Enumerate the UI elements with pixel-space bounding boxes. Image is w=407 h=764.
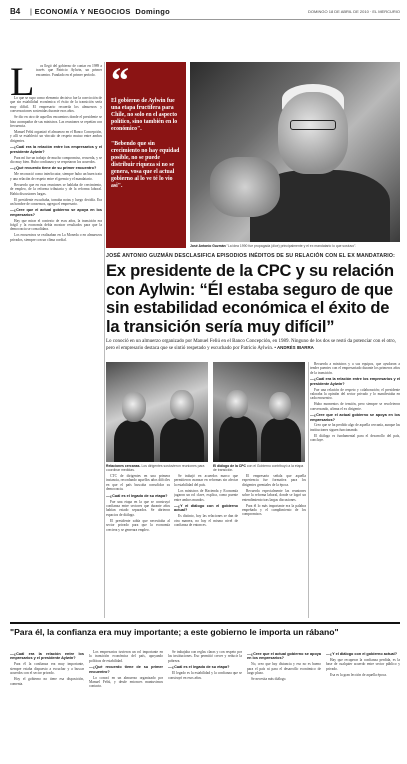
main-photo-caption: José Antonio Guzmán "La idea 1990 fue propagada (dice) principalmente y el ex mandatario lo que sostuvo".: [190, 244, 357, 248]
body-column-5: Recuerda a ministros y a sus equipos, que ayudaron a tender puentes con el empresariado durante los primeros años de la transición. —¿Cuál era la relación entre los empresarios y el presidente Aylwin? Fue una relación de respeto y colaboración; el presidente valoraba la opinión del sector privado y lo manifestaba en cada encuentro. Hubo momentos de tensión, pero siempre se resolvieron conversando, afirma el ex dirigente. —¿Cree que el actual gobierno se apoya en los empresarios? Creo que se ha perdido algo de aquella cercanía, aunque las instituciones siguen funcionando. El diálogo es fundamental para el desarrollo del país, concluye.: [310, 362, 400, 443]
headline: Ex presidente de la CPC y su relación con Aylwin: “Él estaba seguro de que sin estabilidad económica el éxito de la transición sería muy difícil”: [106, 262, 394, 336]
interview-col-5: —¿Y el diálogo con el gobierno actual? Hay que recuperar la confianza perdida, es la base de cualquier acuerdo entre sector público y privado. Esa es la gran lección de aquella época.: [326, 652, 400, 677]
pull-quote-1: El gobierno de Aylwin fue una etapa fructífera para Chile, no solo en el aspecto político, sino también en lo económico".: [111, 98, 178, 132]
pull-quote-box: [106, 62, 186, 248]
section-label: | ECONOMÍA Y NEGOCIOS Domingo: [30, 7, 171, 16]
masthead-date: DOMINGO 18 DE ABRIL DE 2010 · EL MERCURIO: [308, 9, 400, 14]
photo-dialogue: [213, 362, 305, 462]
page-number: B4: [10, 7, 21, 16]
interview-box: [10, 622, 400, 760]
interview-col-2: Los empresarios tuvieron un rol importante en la transición económica del país, apoyando políticas de estabilidad. —¿Qué recuerdo tiene de su primer encuentro? Lo conocí en un almuerzo organizado por Manuel Feliú, y desde entonces mantuvimos contacto.: [89, 650, 163, 689]
kicker: JOSÉ ANTONIO GUZMÁN DESCLASIFICA EPISODIOS INÉDITOS DE SU RELACIÓN CON EL EX MANDATARIO:: [106, 253, 396, 259]
body-column-3: Se trabajó en acuerdos marco que permitieron avanzar en reformas sin afectar la estabilidad del país. Los ministros de Hacienda y Economía jugaron un rol clave, explica, como puente entre ambos mundos. —¿Y el diálogo con el gobierno actual? Es distinto, hoy las relaciones se dan de otra manera, no hay el mismo nivel de confianza de entonces.: [174, 474, 238, 528]
lead-paragraph: Lo conoció en un almuerzo organizado por Manuel Feliú en el Banco Concepción, en 1989. Ninguno de los dos se restó da potenciar con el otro, pero el empresario destaca que se sintió respetado y escuchado por Patricio Aylwin. • ANDRÉS IBARRA: [106, 339, 396, 351]
interview-col-4: —¿Cree que el actual gobierno se apoya en los empresarios? No, creo que hay distancia y eso no es bueno para el país ni para el desarrollo económico de largo plazo. Se necesita más diálogo.: [247, 652, 321, 682]
interview-col-3: Se trabajaba con reglas claras y con respeto por las instituciones. Eso permitió crecer y reducir la pobreza. —¿Cuál es el legado de su etapa? El legado es la estabilidad y la confianza que se construyó en esos años.: [168, 650, 242, 680]
photo-dialogue-caption: El diálogo de la CPC con el Gobierno contribuyó a la etapa de transición.: [213, 464, 304, 472]
photo-meeting: [106, 362, 208, 462]
body-column-1b: Lo que se supo como elemento decisivo fue la convicción de que sin estabilidad económica el éxito de la transición sería muy difícil. El empresario recuerda los almuerzos y conversaciones sostenidas durante esos años. Se dio en otro de aquellos encuentros donde el presidente se hizo acompañar de sus ministros. Las reuniones se repetían con frecuencia. Manuel Feliú organizó el almuerzo en el Banco Concepción, y allí se estableció un vínculo de respeto mutuo entre ambos dirigentes. —¿Cuál era la relación entre los empresarios y el presidente Aylwin? Para mí fue un trabajo de mucho compromiso, recuerda, y se dio muy bien. Hubo confianza y se respetaron los acuerdos. —¿Qué recuerdo tiene de su primer encuentro? Me reconoció como interlocutor, siempre hubo un buen trato y una relación de respeto entre el gremio y el mandatario. Recuerdo que en esas reuniones se hablaba de crecimiento, de empleo, de la reforma tributaria y de la reforma laboral. Había discusiones largas. El presidente escuchaba, tomaba notas y luego decidía. Era un hombre de consensos, agrega el empresario. —¿Cree que el actual gobierno se apoya en los empresarios? Hay que mirar el contexto de esos años, la transición era frágil y la economía debía mostrar resultados para que la democracia se consolidara. Los encuentros se realizaban en La Moneda o en almuerzos privados, siempre con un clima cordial.: [10, 96, 102, 242]
main-photo: [190, 62, 400, 242]
masthead: [10, 6, 400, 20]
body-column-4: El empresario señala que aquella experiencia fue formativa para los dirigentes gremiales de la época. Recuerda especialmente las reuniones sobre la reforma laboral, donde se logró un entendimiento tras largas discusiones. Para él lo más importante era la palabra empeñada y el cumplimiento de los compromisos.: [242, 474, 306, 517]
interview-headline: "Para él, la confianza era muy importante; a este gobierno le importa un rábano": [10, 627, 339, 637]
drop-cap: L: [10, 59, 35, 104]
photo-meeting-caption: Relaciones cercanas. Los dirigentes sostuvieron reuniones para coordinar medidas.: [106, 464, 205, 472]
quote-mark-icon: “: [111, 60, 129, 100]
body-column-1: os llegó del gobierno de contar en 1989 a través que Patricio Aylwin, un primer encuentro. Fundado en el primer período.: [36, 64, 102, 77]
body-column-2: CTC de dirigentes en una primera instancia, recordando aquellos años difíciles en que el país buscaba consolidar su democracia. —¿Cuál es el legado de su etapa? Fue una etapa en la que se construyó confianza entre sectores que durante años habían estado separados. Se abrieron espacios de diálogo. El presidente sabía que necesitaba al sector privado para que la economía creciera y se generara empleo.: [106, 474, 170, 532]
interview-col-1: —¿Cuál era la relación entre los empresarios y el presidente Aylwin? Para él la confianza era muy importante, siempre estaba dispuesto a escuchar y a buscar acuerdos con el sector privado. Hoy el gobierno no tiene esa disposición, comenta.: [10, 652, 84, 686]
pull-quote-2: "Bebendo que sin crecimiento no hay equidad posible, no se puede distribuir riqueza si no se genera, vosa que el actual gobierno al lo ve té lo vio asi".: [111, 141, 180, 189]
